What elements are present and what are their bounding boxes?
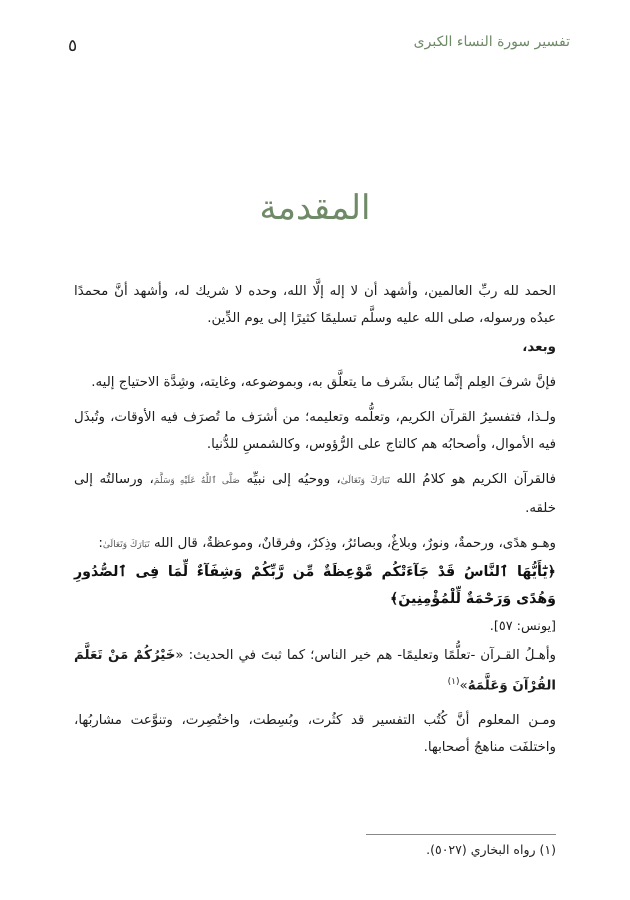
- paragraph-quran-definition-part-3: ، ورسالتُه إلى خلقه.: [74, 472, 556, 516]
- paragraph-people-of-quran-text: وأهـلُ القـرآن -تعلُّمًا وتعليمًا- هم خير الناس؛ كما ثبتَ في الحديث: «: [175, 648, 557, 663]
- subheading-wa-baad: وبعد،: [522, 340, 556, 355]
- running-book-title: تفسير سورة النساء الكبرى: [413, 34, 570, 50]
- main-text: [74, 278, 556, 769]
- paragraph-quran-definition-part-1: فالقرآن الكريم هو كلامُ الله: [396, 472, 556, 487]
- paragraph-knowledge: فإنَّ شرفَ العِلم إنَّما يُنال بشَرف ما يتعلَّق به، وبموضوعه، وغايته، وشِدَّة الاحتياج إليه.: [91, 375, 556, 390]
- paragraph-quran-attributes: [74, 530, 556, 640]
- chapter-title: المقدمة: [259, 188, 371, 228]
- quran-verse: ﴿يَٰٓأَيُّهَا ٱلنَّاسُ قَدْ جَآءَتْكُم مَّوْعِظَةٌ مِّن رَّبِّكُمْ وَشِفَآءٌ لِّمَا فِى ٱلصُّدُورِ وَهُدًى وَرَحْمَةٌ لِّلْمُؤْمِنِينَ﴾: [74, 564, 556, 607]
- page-header: [60, 34, 570, 62]
- page-number: ٥: [68, 36, 78, 56]
- footnote-divider: [366, 834, 556, 835]
- paragraph-quran-definition: [74, 466, 556, 522]
- paragraph-quran-attributes-text: وهـو هدًى، ورحمةٌ، ونورٌ، وبلاغٌ، وبصائرُ، وذِكرٌ، وفرقانٌ، وموعظةٌ، قال الله: [153, 536, 556, 551]
- paragraph-tafsir-virtue: ولـذا، فتفسيرُ القرآن الكريم، وتعلُّمه وتعليمه؛ من أشرَف ما تُصرَف فيه الأوقات، وتُبذَل فيه الأموال، وأصحابُه هم كالتاج على الرُّؤوس، وكالشمسِ للدُّنيا.: [74, 410, 556, 452]
- paragraph-tafsir-books: ومـن المعلوم أنَّ كُتُب التفسير قد كثُرت، وبُسِطت، واختُصِرت، وتنوَّعت مشاربُها، واختلفَت مناهجُ أصحابها.: [74, 713, 556, 756]
- verse-reference: [يونس: ٥٧].: [489, 619, 556, 634]
- hadith-close: »: [459, 678, 468, 694]
- paragraph-opening: الحمد لله ربِّ العالمين، وأشهد أن لا إله إلَّا الله، وحده لا شريك له، وأشهد أنَّ محمدًا عبدُه ورسوله، صلى الله عليه وسلَّم تسليمًا كثيرًا إلى يوم الدِّين.: [74, 284, 556, 326]
- honorific-tabaraka: تَبَارَكَ وَتَعَالَىٰ: [340, 476, 390, 486]
- hadith-text: خَيْرُكُمْ مَنْ تَعَلَّمَ القُرْآنَ وَعَلَّمَهُ: [74, 648, 556, 694]
- paragraph-people-of-quran: [74, 642, 556, 699]
- honorific-salla: صَلَّى ٱللَّهُ عَلَيْهِ وَسَلَّمَ: [153, 476, 240, 486]
- paragraph-quran-definition-part-2: ، ووحيُه إلى نبيِّه: [246, 472, 341, 487]
- colon: :: [98, 536, 103, 551]
- footnote: (١) رواه البخاري (٥٠٢٧).: [426, 842, 556, 857]
- honorific-tabaraka-2: تَبَارَكَ وَتَعَالَىٰ: [102, 540, 150, 550]
- footnote-marker[interactable]: (١): [447, 677, 460, 687]
